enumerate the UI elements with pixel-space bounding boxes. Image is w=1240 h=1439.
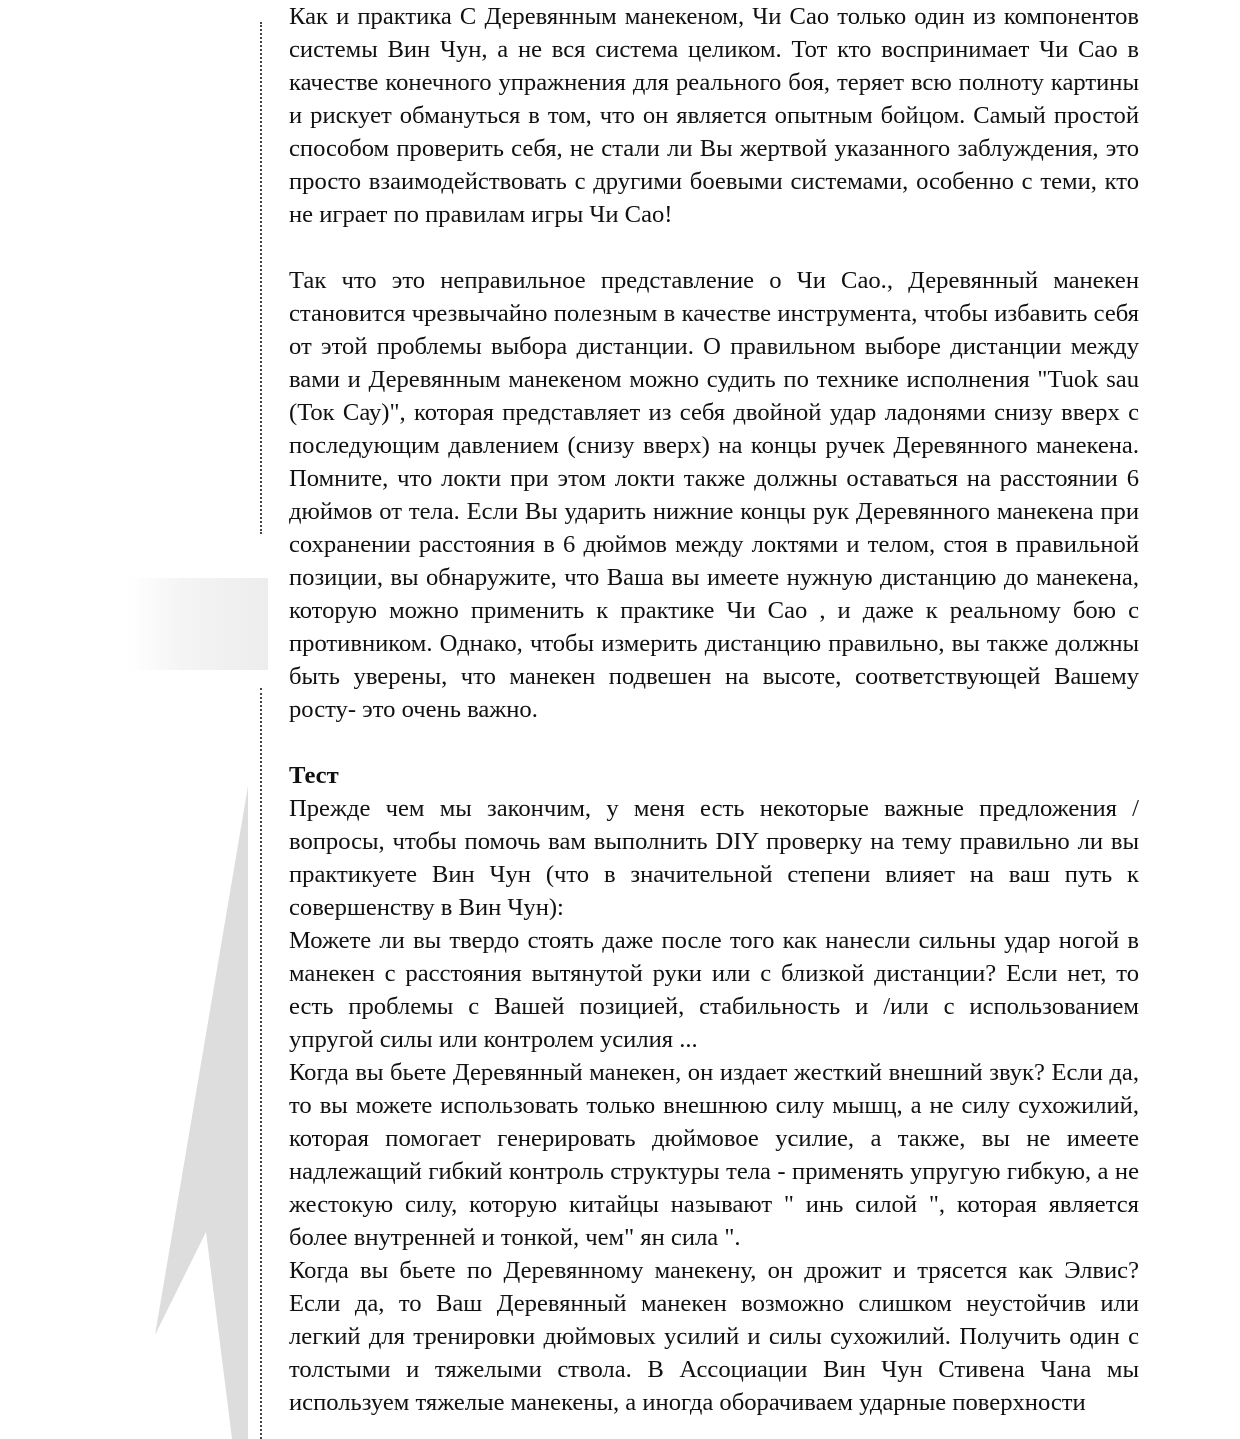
- paragraph-test-intro: Прежде чем мы закончим, у меня есть некоторые важные предложения / вопросы, чтобы помочь вам выполнить DIY проверку на тему правильно ли вы практикуете Вин Чун (что в значительной степени влияет на ваш путь к совершенству в Вин Чун):: [289, 795, 1139, 921]
- paragraph-chi-sao-component: Как и практика С Деревянным манекеном, Чи Сао только один из компонентов системы Вин Чун, а не вся система целиком. Тот кто воспринимает Чи Сао в качестве конечного упражнения для реального боя, теряет всю полноту картины и рискует обмануться в том, что он является опытным бойцом. Самый простой способом проверить себя, не стали ли Вы жертвой указанного заблуждения, это просто взаимодействовать с другими боевыми системами, особенно с теми, кто не играет по правилам игры Чи Сао!: [289, 3, 1139, 228]
- paragraph-gap: [289, 726, 1139, 759]
- margin-dotted-line-upper: [260, 22, 262, 534]
- paragraph-test-stance: Можете ли вы твердо стоять даже после того как нанесли сильны удар ногой в манекен с расстояния вытянутой руки или с близкой дистанции? Если нет, то есть проблемы с Вашей позицией, стабильность и /или с использованием упругой силы или контролем усилия ...: [289, 927, 1139, 1053]
- paragraph-test-sound: Когда вы бьете Деревянный манекен, он издает жесткий внешний звук? Если да, то вы можете использовать только внешнюю силу мышц, а не силу сухожилий, которая помогает генерировать дюймовое усилие, а также, вы не имеете надлежащий гибкий контроль структуры тела - применять упругую гибкую, а не жестокую силу, которую китайцы называют " инь силой ", которая является более внутренней и тонкой, чем" ян сила ".: [289, 1059, 1139, 1251]
- section-heading: Тест: [289, 762, 339, 789]
- page-body: [289, 0, 1139, 1419]
- paragraph-test-shaking: Когда вы бьете по Деревянному манекену, он дрожит и трясется как Элвис? Если да, то Ваш Деревянный манекен возможно слишком неустойчив или легкий для тренировки дюймовых усилий и силы сухожилий. Получить один с толстыми и тяжелыми ствола. В Ассоциации Вин Чун Стивена Чана мы используем тяжелые манекены, а иногда оборачиваем ударные поверхности: [289, 1257, 1139, 1416]
- margin-grey-spike: [0, 0, 280, 1439]
- margin-dotted-line-lower: [260, 688, 262, 1439]
- page-margin: [0, 0, 280, 1439]
- paragraph-distance: Так что это неправильное представление о Чи Сао., Деревянный манекен становится чрезвычайно полезным в качестве инструмента, чтобы избавить себя от этой проблемы выбора дистанции. О правильном выборе дистанции между вами и Деревянным манекеном можно судить по технике исполнения "Tuok sau (Ток Сау)", которая представляет из себя двойной удар ладонями снизу вверх с последующим давлением (снизу вверх) на концы ручек Деревянного манекена. Помните, что локти при этом локти также должны оставаться на расстоянии 6 дюймов от тела. Если Вы ударить нижние концы рук Деревянного манекена при сохранении расстояния в 6 дюймов между локтями и телом, стоя в правильной позиции, вы обнаружите, что Ваша вы имеете нужную дистанцию до манекена, которую можно применить к практике Чи Сао , и даже к реальному бою с противником. Однако, чтобы измерить дистанцию правильно, вы также должны быть уверены, что манекен подвешен на высоте, соответствующей Вашему росту- это очень важно.: [289, 267, 1139, 723]
- paragraph-gap: [289, 231, 1139, 264]
